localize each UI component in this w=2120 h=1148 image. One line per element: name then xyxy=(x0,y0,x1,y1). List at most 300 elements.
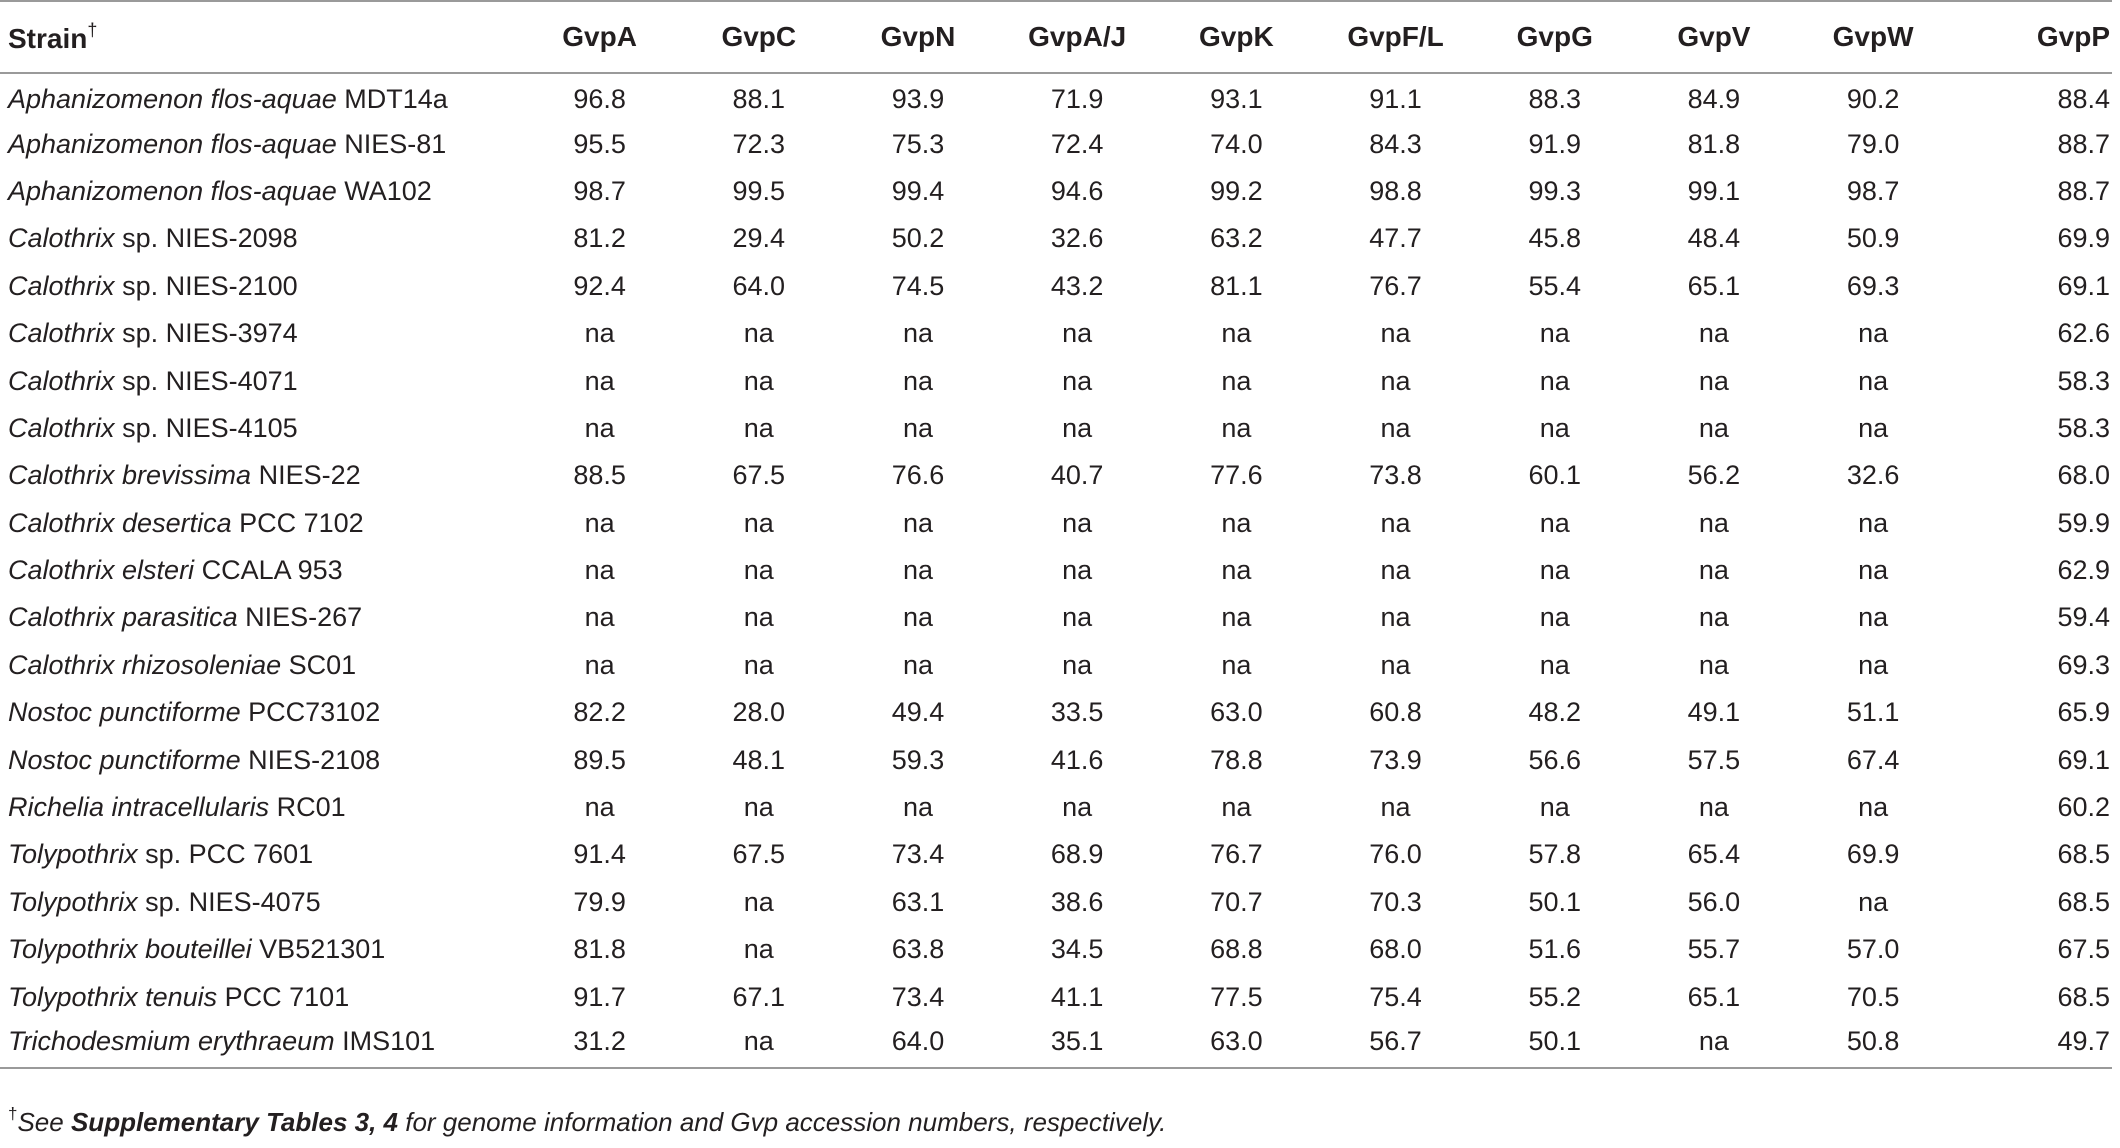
genus-name: Calothrix xyxy=(8,318,115,349)
table-row xyxy=(0,1021,2112,1068)
value-cell: 45.8 xyxy=(1528,223,1582,254)
value-cell: na xyxy=(1380,649,1411,680)
value-cell: 67.5 xyxy=(732,460,786,491)
genus-name: Richelia intracellularis xyxy=(8,792,270,823)
value-cell: 67.5 xyxy=(2057,934,2110,965)
table-row xyxy=(0,642,2112,689)
value-cell: 69.1 xyxy=(2057,744,2110,775)
value-cell: 90.2 xyxy=(1846,83,1900,114)
genus-name: Aphanizomenon flos-aquae xyxy=(8,128,337,159)
value-cell: na xyxy=(902,412,933,443)
value-cell: 91.7 xyxy=(573,981,626,1012)
strain-id: PCC 7102 xyxy=(239,507,364,538)
value-cell: 48.1 xyxy=(732,744,786,775)
value-cell: na xyxy=(1062,365,1093,396)
value-cell: na xyxy=(902,649,933,680)
column-header-gvpn: GvpN xyxy=(838,1,997,73)
value-cell: 67.5 xyxy=(732,839,786,870)
table-row xyxy=(0,831,2112,878)
strain-id: IMS101 xyxy=(342,1025,436,1056)
value-cell: 82.2 xyxy=(573,697,626,728)
table-row xyxy=(0,784,2112,831)
column-header-gvpp: GvpP xyxy=(1953,1,2112,73)
footnote-marker: † xyxy=(8,1104,18,1123)
strain-id: sp. NIES-4075 xyxy=(145,886,321,917)
strain-cell xyxy=(0,120,520,167)
value-cell: 93.1 xyxy=(1210,83,1263,114)
value-cell: 47.7 xyxy=(1369,223,1422,254)
value-cell: na xyxy=(1858,886,1889,917)
value-cell: na xyxy=(1221,507,1252,538)
column-header-strain: Strain† xyxy=(0,1,520,73)
value-cell: 56.2 xyxy=(1687,460,1741,491)
value-cell: 91.4 xyxy=(573,839,626,870)
strain-id: PCC 7101 xyxy=(224,981,350,1012)
value-cell: 73.8 xyxy=(1369,460,1422,491)
value-cell: na xyxy=(743,318,774,349)
value-cell: na xyxy=(1062,649,1093,680)
value-cell: 69.1 xyxy=(2057,270,2110,301)
genus-name: Calothrix brevissima xyxy=(8,460,252,491)
genus-name: Calothrix parasitica xyxy=(8,602,238,633)
value-cell: 59.4 xyxy=(2057,602,2110,633)
column-header-gvpf-l: GvpF/L xyxy=(1316,1,1475,73)
value-cell: 70.5 xyxy=(1846,981,1900,1012)
strain-cell xyxy=(0,642,520,689)
value-cell: 88.7 xyxy=(2057,175,2110,206)
value-cell: 98.7 xyxy=(573,175,626,206)
value-cell: na xyxy=(1062,555,1093,586)
value-cell: 32.6 xyxy=(1846,460,1900,491)
genus-name: Tolypothrix xyxy=(8,886,138,917)
genus-name: Nostoc punctiforme xyxy=(8,744,241,775)
value-cell: na xyxy=(1380,412,1411,443)
table-row xyxy=(0,263,2112,310)
value-cell: 65.4 xyxy=(1687,839,1741,870)
strain-id: sp. NIES-2098 xyxy=(122,223,298,254)
value-cell: na xyxy=(902,602,933,633)
strain-cell xyxy=(0,405,520,452)
strain-cell xyxy=(0,263,520,310)
genus-name: Calothrix xyxy=(8,270,115,301)
value-cell: 72.3 xyxy=(732,128,786,159)
value-cell: 38.6 xyxy=(1050,886,1104,917)
strain-id: sp. NIES-3974 xyxy=(122,318,298,349)
value-cell: na xyxy=(1698,792,1729,823)
value-cell: 56.6 xyxy=(1528,744,1582,775)
table-row xyxy=(0,215,2112,262)
table-row xyxy=(0,689,2112,736)
value-cell: 88.7 xyxy=(2057,128,2110,159)
value-cell: 69.3 xyxy=(2057,649,2110,680)
value-cell: 91.9 xyxy=(1528,128,1582,159)
value-cell: na xyxy=(743,792,774,823)
genus-name: Calothrix xyxy=(8,412,115,443)
value-cell: 69.9 xyxy=(2057,223,2110,254)
strain-id: PCC73102 xyxy=(248,697,381,728)
value-cell: na xyxy=(584,365,615,396)
value-cell: na xyxy=(1380,318,1411,349)
value-cell: na xyxy=(584,792,615,823)
value-cell: 98.8 xyxy=(1369,175,1422,206)
genus-name: Calothrix rhizosoleniae xyxy=(8,649,282,680)
table-header-row xyxy=(0,1,2112,73)
value-cell: na xyxy=(902,507,933,538)
value-cell: na xyxy=(1858,507,1889,538)
value-cell: na xyxy=(1221,365,1252,396)
value-cell: 29.4 xyxy=(732,223,786,254)
table-body xyxy=(0,73,2112,1068)
value-cell: 70.3 xyxy=(1369,886,1422,917)
value-cell: 88.4 xyxy=(2057,83,2110,114)
value-cell: 99.1 xyxy=(1687,175,1741,206)
value-cell: 68.5 xyxy=(2057,886,2110,917)
value-cell: na xyxy=(1539,649,1570,680)
strain-id: sp. NIES-4071 xyxy=(122,365,298,396)
value-cell: 63.2 xyxy=(1210,223,1263,254)
value-cell: 70.7 xyxy=(1210,886,1263,917)
value-cell: na xyxy=(1698,365,1729,396)
value-cell: 91.1 xyxy=(1369,83,1422,114)
strain-id: NIES-2108 xyxy=(248,744,381,775)
value-cell: na xyxy=(1858,365,1889,396)
table-row xyxy=(0,120,2112,167)
value-cell: 50.1 xyxy=(1528,886,1582,917)
value-cell: 75.4 xyxy=(1369,981,1422,1012)
value-cell: 64.0 xyxy=(838,1021,997,1068)
value-cell: 88.1 xyxy=(732,83,786,114)
value-cell: 63.0 xyxy=(1210,697,1263,728)
value-cell: 55.7 xyxy=(1687,934,1741,965)
strain-id: NIES-22 xyxy=(258,460,361,491)
value-cell: na xyxy=(1698,602,1729,633)
value-cell: 51.1 xyxy=(1846,697,1900,728)
value-cell: na xyxy=(743,934,774,965)
value-cell: 68.5 xyxy=(2057,981,2110,1012)
value-cell: na xyxy=(1539,792,1570,823)
value-cell: 81.1 xyxy=(1210,270,1263,301)
column-header-gvpc: GvpC xyxy=(679,1,838,73)
value-cell: 41.1 xyxy=(1050,981,1104,1012)
value-cell: na xyxy=(1380,555,1411,586)
table-row xyxy=(0,736,2112,783)
table-row xyxy=(0,973,2112,1020)
column-header-gvpa: GvpA xyxy=(520,1,679,73)
value-cell: na xyxy=(1634,1021,1793,1068)
value-cell: na xyxy=(743,365,774,396)
value-cell: na xyxy=(1062,792,1093,823)
value-cell: 92.4 xyxy=(573,270,626,301)
value-cell: 77.6 xyxy=(1210,460,1263,491)
value-cell: 40.7 xyxy=(1050,460,1104,491)
value-cell: 77.5 xyxy=(1210,981,1263,1012)
strain-id: MDT14a xyxy=(344,83,448,114)
genus-name: Trichodesmium erythraeum xyxy=(8,1025,335,1056)
value-cell: 28.0 xyxy=(732,697,786,728)
value-cell: na xyxy=(584,412,615,443)
value-cell: 68.0 xyxy=(2057,460,2110,491)
value-cell: na xyxy=(1221,412,1252,443)
value-cell: 63.1 xyxy=(891,886,945,917)
table-row xyxy=(0,310,2112,357)
strain-cell xyxy=(0,689,520,736)
value-cell: 68.9 xyxy=(1050,839,1104,870)
value-cell: 95.5 xyxy=(573,128,626,159)
value-cell: 58.3 xyxy=(2057,365,2110,396)
value-cell: 84.3 xyxy=(1369,128,1422,159)
strain-id: CCALA 953 xyxy=(201,555,343,586)
value-cell: 48.2 xyxy=(1528,697,1582,728)
value-cell: 41.6 xyxy=(1050,744,1104,775)
value-cell: na xyxy=(1221,602,1252,633)
value-cell: na xyxy=(679,1021,838,1068)
value-cell: 43.2 xyxy=(1050,270,1104,301)
value-cell: 60.1 xyxy=(1528,460,1582,491)
table-row xyxy=(0,500,2112,547)
value-cell: 60.8 xyxy=(1369,697,1422,728)
value-cell: na xyxy=(1221,555,1252,586)
table-row xyxy=(0,405,2112,452)
value-cell: na xyxy=(1539,412,1570,443)
table-row xyxy=(0,926,2112,973)
value-cell: 51.6 xyxy=(1528,934,1582,965)
value-cell: na xyxy=(743,649,774,680)
column-header-gvpg: GvpG xyxy=(1475,1,1634,73)
value-cell: 49.4 xyxy=(891,697,945,728)
value-cell: 57.5 xyxy=(1687,744,1741,775)
dagger-marker: † xyxy=(87,19,98,40)
value-cell: 88.5 xyxy=(573,460,626,491)
value-cell: 68.5 xyxy=(2057,839,2110,870)
genus-name: Tolypothrix xyxy=(8,839,138,870)
value-cell: na xyxy=(902,792,933,823)
value-cell: 78.8 xyxy=(1210,744,1263,775)
strain-id: sp. NIES-2100 xyxy=(122,270,298,301)
value-cell: 59.9 xyxy=(2057,507,2110,538)
value-cell: na xyxy=(743,886,774,917)
value-cell: na xyxy=(1858,412,1889,443)
strain-id: WA102 xyxy=(344,175,432,206)
table-row xyxy=(0,594,2112,641)
value-cell: 84.9 xyxy=(1687,83,1741,114)
genus-name: Aphanizomenon flos-aquae xyxy=(8,175,337,206)
column-header-gvpv: GvpV xyxy=(1634,1,1793,73)
value-cell: na xyxy=(1380,792,1411,823)
column-header-gvpk: GvpK xyxy=(1157,1,1316,73)
value-cell: 76.7 xyxy=(1210,839,1263,870)
value-cell: 34.5 xyxy=(1050,934,1104,965)
strain-id: NIES-81 xyxy=(344,128,447,159)
value-cell: 99.2 xyxy=(1210,175,1263,206)
value-cell: na xyxy=(1380,365,1411,396)
value-cell: 60.2 xyxy=(2057,792,2110,823)
value-cell: 75.3 xyxy=(891,128,945,159)
value-cell: na xyxy=(1858,602,1889,633)
table-row xyxy=(0,452,2112,499)
value-cell: 98.7 xyxy=(1846,175,1900,206)
strain-cell xyxy=(0,500,520,547)
value-cell: 56.7 xyxy=(1316,1021,1475,1068)
value-cell: 50.8 xyxy=(1794,1021,1953,1068)
value-cell: na xyxy=(1221,792,1252,823)
value-cell: 73.9 xyxy=(1369,744,1422,775)
genus-name: Nostoc punctiforme xyxy=(8,697,241,728)
strain-cell xyxy=(0,310,520,357)
strain-cell xyxy=(0,168,520,215)
value-cell: 74.5 xyxy=(891,270,945,301)
table-footnote: †See Supplementary Tables 3, 4 for genome information and Gvp accession numbers, respectively. xyxy=(8,1104,1167,1137)
value-cell: na xyxy=(1698,555,1729,586)
strain-cell xyxy=(0,784,520,831)
strain-cell xyxy=(0,452,520,499)
value-cell: na xyxy=(1221,649,1252,680)
value-cell: na xyxy=(902,318,933,349)
table-row xyxy=(0,879,2112,926)
genus-name: Calothrix xyxy=(8,223,115,254)
strain-cell xyxy=(0,547,520,594)
value-cell: 55.4 xyxy=(1528,270,1582,301)
value-cell: 89.5 xyxy=(573,744,626,775)
value-cell: na xyxy=(1062,507,1093,538)
strain-cell xyxy=(0,736,520,783)
genus-name: Calothrix elsteri xyxy=(8,555,195,586)
value-cell: na xyxy=(743,412,774,443)
value-cell: 56.0 xyxy=(1687,886,1741,917)
strain-id: sp. NIES-4105 xyxy=(122,412,298,443)
column-header-gvpw: GvpW xyxy=(1794,1,1953,73)
genus-name: Tolypothrix tenuis xyxy=(8,981,218,1012)
value-cell: na xyxy=(1698,412,1729,443)
value-cell: na xyxy=(1539,555,1570,586)
strain-cell xyxy=(0,1021,520,1068)
value-cell: 68.8 xyxy=(1210,934,1263,965)
value-cell: 49.1 xyxy=(1687,697,1741,728)
strain-cell xyxy=(0,926,520,973)
value-cell: 79.0 xyxy=(1846,128,1900,159)
value-cell: 65.1 xyxy=(1687,270,1741,301)
value-cell: 32.6 xyxy=(1050,223,1104,254)
value-cell: na xyxy=(743,602,774,633)
strain-id: NIES-267 xyxy=(245,602,363,633)
value-cell: 69.3 xyxy=(1846,270,1900,301)
value-cell: na xyxy=(1539,507,1570,538)
footnote-reference: Supplementary Tables 3, 4 xyxy=(70,1107,399,1137)
value-cell: na xyxy=(743,507,774,538)
value-cell: na xyxy=(584,318,615,349)
strain-cell xyxy=(0,357,520,404)
value-cell: 48.4 xyxy=(1687,223,1741,254)
value-cell: 73.4 xyxy=(891,981,945,1012)
value-cell: na xyxy=(1380,602,1411,633)
table-row xyxy=(0,357,2112,404)
value-cell: na xyxy=(1858,318,1889,349)
value-cell: na xyxy=(584,649,615,680)
value-cell: 67.4 xyxy=(1846,744,1900,775)
value-cell: 63.0 xyxy=(1157,1021,1316,1068)
strain-cell xyxy=(0,73,520,120)
value-cell: na xyxy=(1221,318,1252,349)
value-cell: 72.4 xyxy=(1050,128,1104,159)
value-cell: na xyxy=(1698,649,1729,680)
value-cell: na xyxy=(1539,318,1570,349)
value-cell: 59.3 xyxy=(891,744,945,775)
value-cell: 73.4 xyxy=(891,839,945,870)
value-cell: 76.7 xyxy=(1369,270,1422,301)
table-row xyxy=(0,168,2112,215)
value-cell: na xyxy=(1858,792,1889,823)
strain-cell xyxy=(0,879,520,926)
genus-name: Calothrix xyxy=(8,365,115,396)
value-cell: 68.0 xyxy=(1369,934,1422,965)
genus-name: Aphanizomenon flos-aquae xyxy=(8,83,337,114)
value-cell: 76.0 xyxy=(1369,839,1422,870)
value-cell: 99.3 xyxy=(1528,175,1582,206)
value-cell: 50.9 xyxy=(1846,223,1900,254)
value-cell: na xyxy=(1062,318,1093,349)
genus-name: Calothrix desertica xyxy=(8,507,232,538)
value-cell: 65.9 xyxy=(2057,697,2110,728)
strain-cell xyxy=(0,831,520,878)
value-cell: 81.8 xyxy=(573,934,626,965)
value-cell: 67.1 xyxy=(732,981,786,1012)
strain-id: SC01 xyxy=(288,649,357,680)
value-cell: 62.9 xyxy=(2057,555,2110,586)
value-cell: 33.5 xyxy=(1050,697,1104,728)
value-cell: na xyxy=(1858,555,1889,586)
value-cell: 58.3 xyxy=(2057,412,2110,443)
value-cell: 93.9 xyxy=(891,83,945,114)
value-cell: na xyxy=(1858,649,1889,680)
value-cell: 99.4 xyxy=(891,175,945,206)
value-cell: 81.2 xyxy=(573,223,626,254)
value-cell: 31.2 xyxy=(520,1021,679,1068)
value-cell: na xyxy=(1062,602,1093,633)
value-cell: 79.9 xyxy=(573,886,626,917)
genus-name: Tolypothrix bouteillei xyxy=(8,934,252,965)
value-cell: 35.1 xyxy=(998,1021,1157,1068)
value-cell: 50.2 xyxy=(891,223,945,254)
value-cell: na xyxy=(743,555,774,586)
value-cell: 65.1 xyxy=(1687,981,1741,1012)
value-cell: na xyxy=(1698,507,1729,538)
strain-id: sp. PCC 7601 xyxy=(145,839,314,870)
value-cell: na xyxy=(1539,365,1570,396)
column-header-gvpa-j: GvpA/J xyxy=(998,1,1157,73)
value-cell: 50.1 xyxy=(1475,1021,1634,1068)
value-cell: 74.0 xyxy=(1210,128,1263,159)
value-cell: na xyxy=(584,555,615,586)
strain-id: RC01 xyxy=(276,792,346,823)
strain-cell xyxy=(0,215,520,262)
strain-id: VB521301 xyxy=(259,934,386,965)
value-cell: 63.8 xyxy=(891,934,945,965)
value-cell: 81.8 xyxy=(1687,128,1741,159)
value-cell: 62.6 xyxy=(2057,318,2110,349)
value-cell: na xyxy=(1698,318,1729,349)
value-cell: 99.5 xyxy=(732,175,786,206)
value-cell: na xyxy=(902,555,933,586)
value-cell: 94.6 xyxy=(1050,175,1104,206)
value-cell: 88.3 xyxy=(1528,83,1582,114)
value-cell: 69.9 xyxy=(1846,839,1900,870)
value-cell: na xyxy=(584,507,615,538)
strain-cell xyxy=(0,594,520,641)
value-cell: 71.9 xyxy=(1050,83,1104,114)
value-cell: 55.2 xyxy=(1528,981,1582,1012)
table-row xyxy=(0,73,2112,120)
value-cell: 96.8 xyxy=(573,83,626,114)
value-cell: na xyxy=(1380,507,1411,538)
